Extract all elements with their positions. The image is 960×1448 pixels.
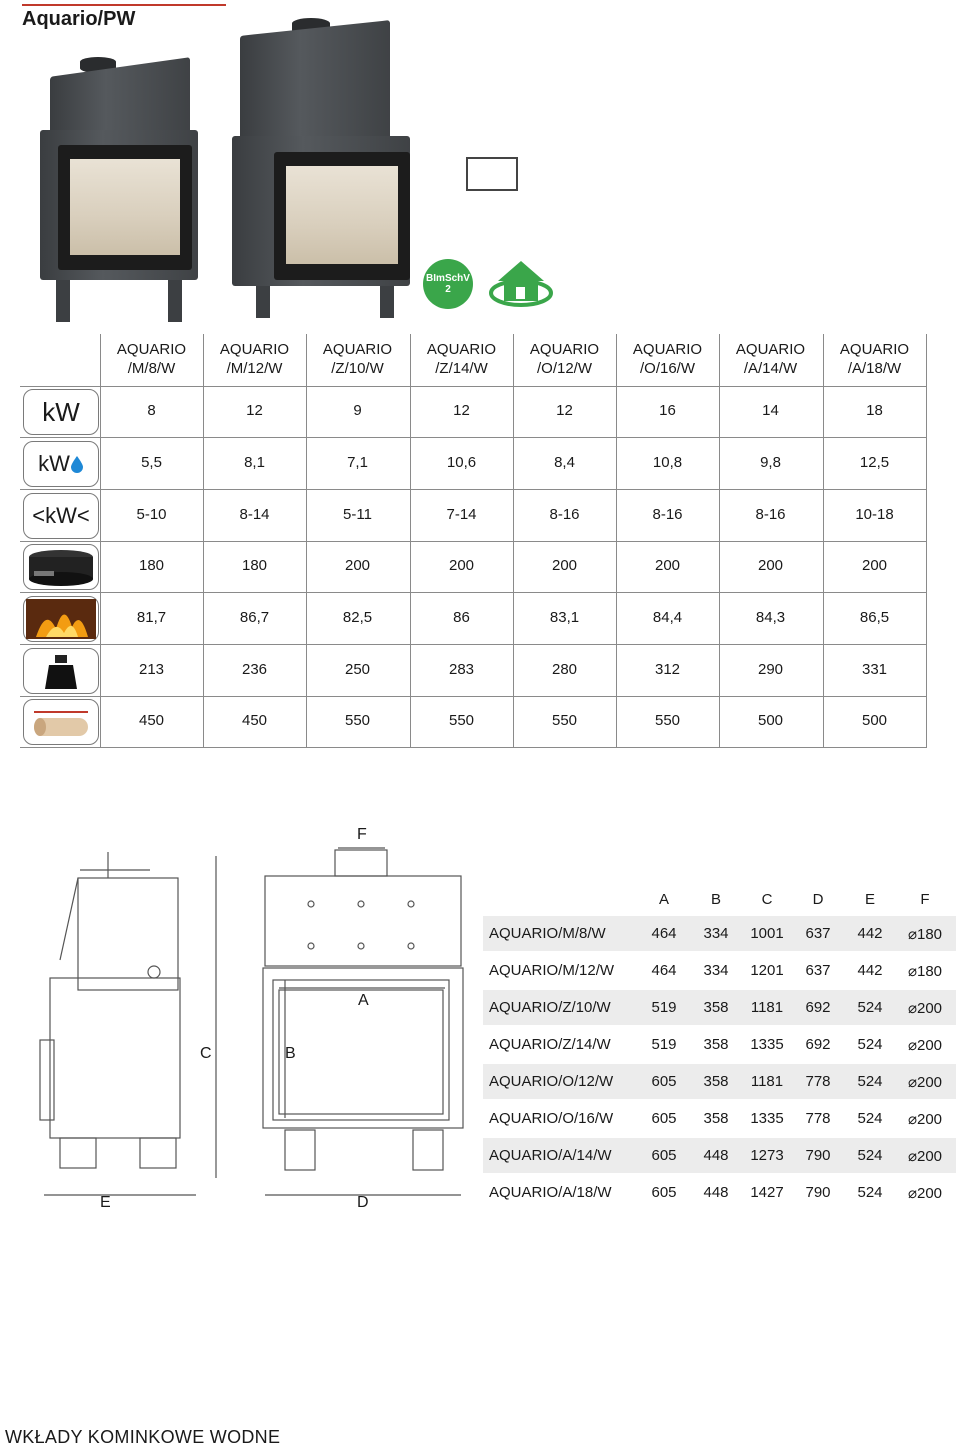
dimension-model-name: AQUARIO/O/16/W (489, 1110, 614, 1127)
dim-label-a: A (358, 992, 369, 1009)
dimension-value: 605 (651, 1073, 677, 1090)
spec-cell: 12,5 (859, 454, 890, 471)
dimension-value: 790 (805, 1184, 831, 1201)
spec-cell: 8-16 (549, 506, 580, 523)
dimension-value: 1201 (750, 962, 784, 979)
kw-range-label: <kW< (32, 503, 90, 528)
spec-cell: 9,8 (760, 454, 781, 471)
row-divider (20, 592, 926, 593)
dimension-value: 605 (651, 1147, 677, 1164)
model-column-header: AQUARIO /Z/10/W (322, 341, 393, 377)
spec-cell: 8-16 (755, 506, 786, 523)
dimension-model-name: AQUARIO/M/8/W (489, 925, 606, 942)
dimension-value: 464 (651, 925, 677, 942)
spec-cell: 5,5 (141, 454, 162, 471)
dimension-value: 524 (857, 1036, 883, 1053)
spec-cell: 86 (453, 609, 470, 626)
dimension-value: 519 (651, 1036, 677, 1053)
model-column-header: AQUARIO /O/12/W (529, 341, 600, 377)
row-divider (20, 696, 926, 697)
spec-cell: 500 (757, 712, 784, 729)
dimension-value: 524 (857, 1147, 883, 1164)
dimension-model-name: AQUARIO/Z/10/W (489, 999, 611, 1016)
dimension-value: 358 (703, 1110, 729, 1127)
footer-caption: WKŁADY KOMINKOWE WODNE (5, 1427, 281, 1447)
dimension-value: 464 (651, 962, 677, 979)
spec-cell: 12 (556, 402, 573, 419)
dimension-value: ⌀200 (907, 1185, 943, 1202)
dimension-value: ⌀200 (907, 1000, 943, 1017)
dimension-value: ⌀200 (907, 1148, 943, 1165)
dimension-value: 334 (703, 962, 729, 979)
dimension-column-header: C (761, 891, 773, 908)
dimension-value: 605 (651, 1110, 677, 1127)
dimension-value: ⌀200 (907, 1074, 943, 1091)
front-view-drawing (255, 840, 470, 1220)
dimension-value: ⌀200 (907, 1037, 943, 1054)
spec-cell: 331 (861, 661, 888, 678)
spec-cell: 82,5 (342, 609, 373, 626)
row-divider (20, 541, 926, 542)
spec-cell: 16 (659, 402, 676, 419)
spec-cell: 12 (453, 402, 470, 419)
spec-cell: 84,3 (755, 609, 786, 626)
dimension-model-name: AQUARIO/Z/14/W (489, 1036, 611, 1053)
side-view-drawing (20, 850, 230, 1220)
bimschv-certification-icon (423, 259, 473, 309)
spec-cell: 7,1 (347, 454, 368, 471)
spec-cell: 12 (246, 402, 263, 419)
dimension-row (483, 990, 956, 1025)
dimension-row (483, 1138, 956, 1173)
dimension-value: 442 (857, 962, 883, 979)
dimension-value: 1335 (750, 1110, 784, 1127)
title-accent-rule (22, 4, 226, 6)
dimension-column-header: E (864, 891, 875, 908)
dimension-row (483, 1101, 956, 1136)
dimension-value: 448 (703, 1184, 729, 1201)
spec-cell: 450 (138, 712, 165, 729)
spec-cell: 213 (138, 661, 165, 678)
dimension-value: 605 (651, 1184, 677, 1201)
spec-cell: 83,1 (549, 609, 580, 626)
dimension-value: 692 (805, 1036, 831, 1053)
spec-cell: 450 (241, 712, 268, 729)
dim-label-f: F (357, 826, 367, 843)
spec-cell: 8,4 (554, 454, 575, 471)
dimension-value: 524 (857, 1073, 883, 1090)
dimension-row (483, 916, 956, 951)
spec-cell: 86,5 (859, 609, 890, 626)
dimension-value: 1273 (750, 1147, 784, 1164)
flame-icon (23, 596, 99, 642)
flue-collar-icon (23, 544, 99, 590)
spec-cell: 200 (861, 557, 888, 574)
spec-cell: 8-14 (239, 506, 270, 523)
spec-cell: 180 (138, 557, 165, 574)
model-column-header: AQUARIO /Z/14/W (426, 341, 497, 377)
row-divider (20, 644, 926, 645)
dimension-value: 519 (651, 999, 677, 1016)
spec-cell: 9 (353, 402, 362, 419)
dimension-value: 442 (857, 925, 883, 942)
log-length-icon (23, 699, 99, 745)
dimension-value: 692 (805, 999, 831, 1016)
dimension-row (483, 1064, 956, 1099)
dimension-model-name: AQUARIO/M/12/W (489, 962, 615, 979)
row-divider (20, 437, 926, 438)
dimension-value: 637 (805, 962, 831, 979)
spec-cell: 14 (762, 402, 779, 419)
spec-cell: 200 (757, 557, 784, 574)
weight-icon (23, 648, 99, 694)
spec-cell: 283 (448, 661, 475, 678)
dim-label-d: D (357, 1194, 369, 1211)
model-column-header: AQUARIO /M/8/W (116, 341, 187, 377)
dimension-model-name: AQUARIO/O/12/W (489, 1073, 614, 1090)
page-title: Aquario/PW (22, 8, 136, 30)
dimension-value: 1181 (750, 1073, 784, 1090)
spec-cell: 550 (448, 712, 475, 729)
kw-range-icon (23, 493, 99, 539)
spec-cell: 5-10 (136, 506, 167, 523)
kw-label: kW (42, 396, 80, 427)
dimension-row (483, 1175, 956, 1210)
column-divider (926, 334, 927, 748)
spec-cell: 312 (654, 661, 681, 678)
spec-cell: 5-11 (343, 506, 372, 523)
kw-label: kW (38, 451, 70, 476)
dimension-value: ⌀180 (907, 926, 943, 943)
dimension-row (483, 953, 956, 988)
dimension-value: ⌀200 (907, 1111, 943, 1128)
row-divider (20, 386, 926, 387)
dim-label-c: C (200, 1045, 212, 1062)
spec-cell: 236 (241, 661, 268, 678)
dimension-model-name: AQUARIO/A/14/W (489, 1147, 612, 1164)
spec-cell: 550 (551, 712, 578, 729)
dimension-value: 524 (857, 1110, 883, 1127)
model-column-header: AQUARIO /A/14/W (735, 341, 806, 377)
spec-cell: 10,8 (652, 454, 683, 471)
spec-cell: 8-16 (652, 506, 683, 523)
dimension-column-header: B (710, 891, 721, 908)
spec-cell: 200 (344, 557, 371, 574)
dimension-value: 637 (805, 925, 831, 942)
spec-cell: 18 (866, 402, 883, 419)
dimension-value: 1001 (750, 925, 784, 942)
dimension-value: 1427 (750, 1184, 784, 1201)
spec-cell: 200 (551, 557, 578, 574)
spec-cell: 550 (654, 712, 681, 729)
product-photo-small (18, 55, 198, 325)
spec-cell: 81,7 (136, 609, 167, 626)
dim-label-b: B (285, 1045, 296, 1062)
dimension-column-header: A (658, 891, 669, 908)
row-divider (20, 747, 926, 748)
eco-house-icon (488, 257, 554, 307)
dimension-column-header: D (812, 891, 824, 908)
spec-cell: 280 (551, 661, 578, 678)
spec-cell: 86,7 (239, 609, 270, 626)
spec-cell: 180 (241, 557, 268, 574)
dimension-value: 1181 (750, 999, 784, 1016)
spec-cell: 200 (448, 557, 475, 574)
spec-cell: 7-14 (446, 506, 477, 523)
dimension-model-name: AQUARIO/A/18/W (489, 1184, 612, 1201)
dimension-column-header: F (920, 891, 930, 908)
spec-cell: 10-18 (855, 506, 894, 523)
spec-cell: 10,6 (446, 454, 477, 471)
spec-cell: 550 (344, 712, 371, 729)
spec-cell: 8,1 (244, 454, 265, 471)
dimension-value: 358 (703, 999, 729, 1016)
spec-cell: 500 (861, 712, 888, 729)
bimschv-badge-text: BImSchV 2 (426, 273, 470, 295)
dimension-value: 334 (703, 925, 729, 942)
dimension-value: 1335 (750, 1036, 784, 1053)
spec-cell: 8 (147, 402, 156, 419)
dim-label-e: E (100, 1194, 111, 1211)
spec-cell: 84,4 (652, 609, 683, 626)
dimension-value: ⌀180 (907, 963, 943, 980)
model-column-header: AQUARIO /M/12/W (219, 341, 290, 377)
dimension-value: 524 (857, 1184, 883, 1201)
spec-cell: 250 (344, 661, 371, 678)
product-photo-tall (222, 18, 417, 320)
dimension-value: 778 (805, 1110, 831, 1127)
spec-cell: 290 (757, 661, 784, 678)
kw-water-icon (23, 441, 99, 487)
row-divider (20, 489, 926, 490)
dimension-row (483, 1027, 956, 1062)
glass-door-icon (466, 157, 518, 191)
dimension-value: 778 (805, 1073, 831, 1090)
dimension-value: 358 (703, 1036, 729, 1053)
dimension-value: 448 (703, 1147, 729, 1164)
model-column-header: AQUARIO /O/16/W (632, 341, 703, 377)
kw-icon (23, 389, 99, 435)
dimension-value: 524 (857, 999, 883, 1016)
spec-cell: 200 (654, 557, 681, 574)
model-column-header: AQUARIO /A/18/W (839, 341, 910, 377)
dimension-value: 790 (805, 1147, 831, 1164)
dimension-value: 358 (703, 1073, 729, 1090)
